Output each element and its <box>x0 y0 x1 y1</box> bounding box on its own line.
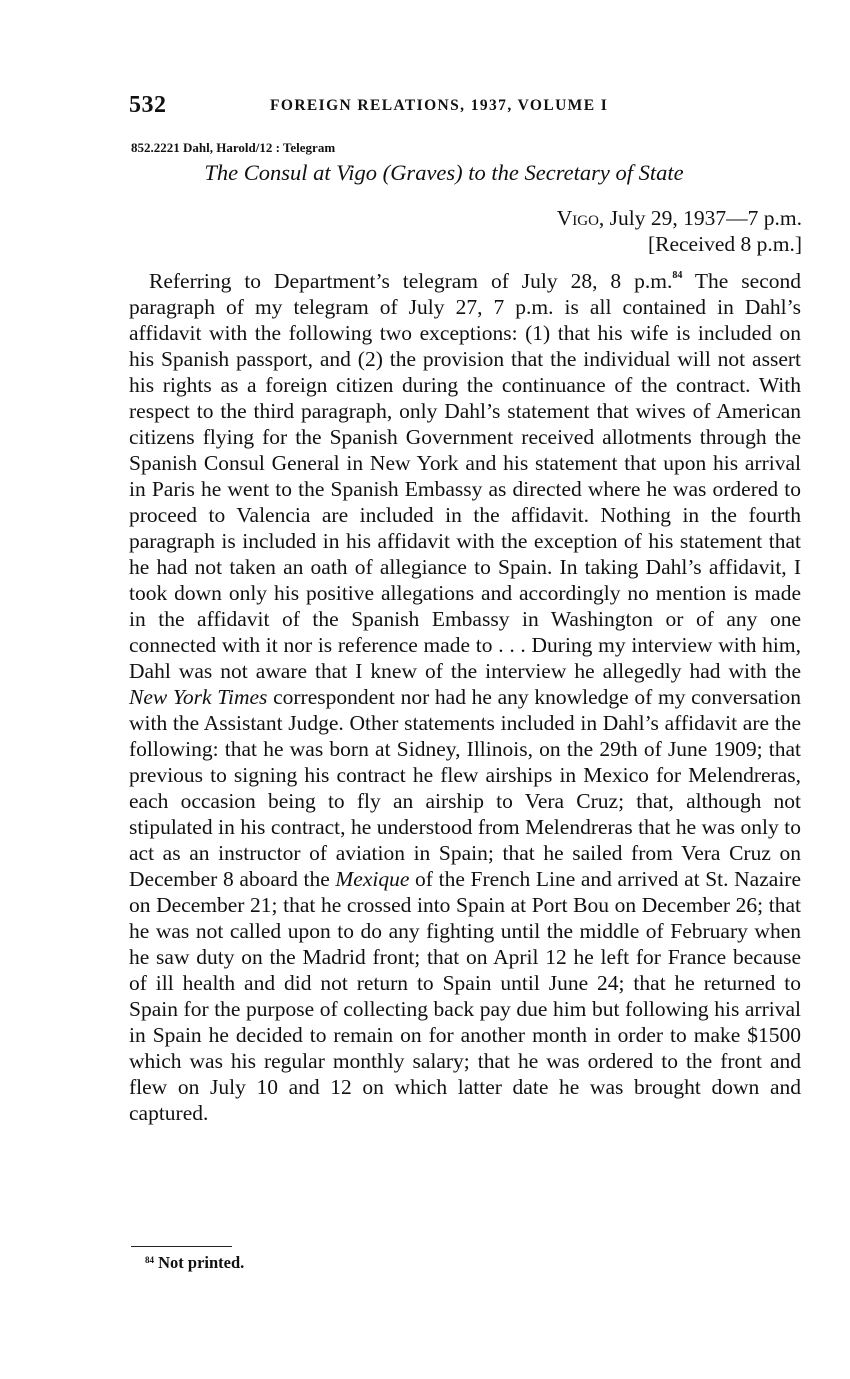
footnote-reference: 84 <box>672 270 683 281</box>
title-name: Graves <box>390 160 456 185</box>
footnote-marker: 84 <box>145 1255 154 1265</box>
body-part-4: of the French Line and arrived at St. Nazaire on December 21; that he crossed into Spain at Port Bou on December 26; that he was not called upon to do any fighting until the middle of February when he saw duty on the Madrid front; that on April 12 he left for France because of ill health and did not return to Spain until June 24; that he returned to Spain for the purpose of collecting back pay due him but following his arrival in Spain he decided to remain on for another month in order to make $1500 which was his regular monthly salary; that he was ordered to the front and flew on July 10 and 12 on which latter date he was brought down and captured. <box>129 867 801 1125</box>
file-reference: 852.2221 Dahl, Harold/12 : Telegram <box>131 140 336 155</box>
received-line: [Received 8 p.m.] <box>647 232 802 256</box>
dateline-date: , July 29, 1937—7 p.m. <box>598 206 802 230</box>
footnote <box>145 1253 244 1273</box>
telegram-body <box>129 268 801 1126</box>
body-part-1: Referring to Department’s telegram of July 28, 8 p.m. <box>149 269 673 293</box>
running-head: FOREIGN RELATIONS, 1937, VOLUME I <box>270 97 609 114</box>
dateline <box>557 205 802 257</box>
newspaper-name: New York Times <box>129 685 268 709</box>
dateline-line <box>557 205 802 231</box>
body-part-3: correspondent nor had he any knowledge of my conversation with the Assistant Judge. Other statements included in Dahl’s affidavit are the following: that he was born at Sidney, Illinois, on the 29th of June 1909; that previous to signing his contract he flew airships in Mexico for Melendreras, each occasion being to fly an airship to Vera Cruz; that, although not stipulated in his contract, he understood from Melendreras that he was only to act as an instructor of aviation in Spain; that he sailed from Vera Cruz on December 8 aboard the <box>129 685 801 891</box>
footnote-divider <box>131 1246 232 1247</box>
dateline-place: Vigo <box>556 206 599 230</box>
title-part-2: ) to the Secretary of State <box>455 160 684 185</box>
ship-name: Mexique <box>335 867 410 891</box>
footnote-text: Not printed. <box>158 1253 245 1272</box>
page-number: 532 <box>129 92 167 118</box>
body-part-2: The second paragraph of my telegram of July 27, 7 p.m. is all contained in Dahl’s affidavit with the following two exceptions: (1) that his wife is included on his Spanish passport, and (2) the provision that the individual will not assert his rights as a foreign citizen during the continuance of the contract. With respect to the third paragraph, only Dahl’s statement that wives of American citizens flying for the Spanish Government received allotments through the Spanish Consul General in New York and his statement that upon his arrival in Paris he went to the Spanish Embassy as directed where he was ordered to proceed to Valencia are included in the affidavit. Nothing in the fourth paragraph is included in his affidavit with the exception of his statement that he had not taken an oath of allegiance to Spain. In taking Dahl’s affidavit, I took down only his positive allegations and accordingly no mention is made in the affidavit of the Spanish Embassy in Washington or of any one connected with it nor is reference made to . . . During my interview with him, Dahl was not aware that I knew of the interview he allegedly had with the <box>129 269 802 683</box>
title-part-1: The Consul at Vigo ( <box>204 160 391 185</box>
document-title <box>0 160 850 186</box>
